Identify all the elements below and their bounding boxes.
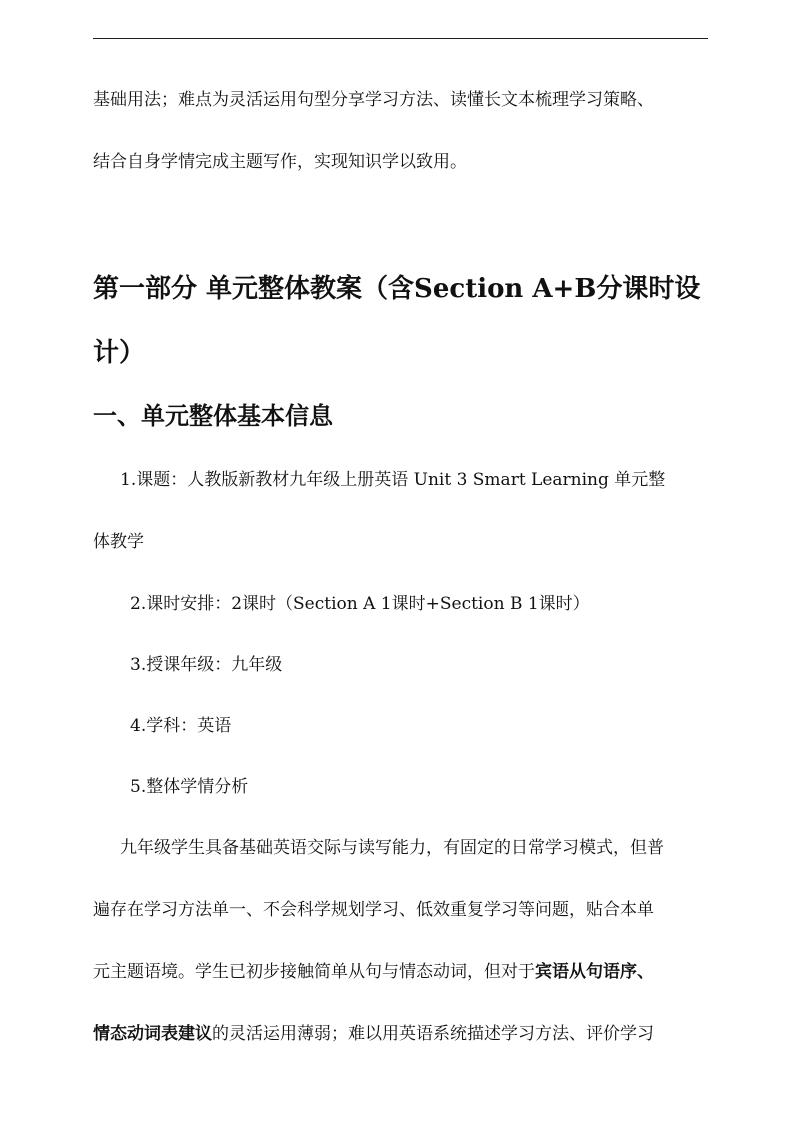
item-grade: 3.授课年级：九年级 xyxy=(130,655,283,675)
analysis-line-2: 遍存在学习方法单一、不会科学规划学习、低效重复学习等问题，贴合本单 xyxy=(93,900,654,920)
analysis-line-4-emphasis: 情态动词表建议 xyxy=(93,1024,212,1044)
item-topic-line-1: 1.课题：人教版新教材九年级上册英语 Unit 3 Smart Learning 单元整 xyxy=(120,470,666,490)
item-subject: 4.学科：英语 xyxy=(130,716,232,736)
section-heading: 一、单元整体基本信息 xyxy=(93,401,333,430)
analysis-line-3-plain: 元主题语境。学生已初步接触简单从句与情态动词，但对于 xyxy=(93,962,535,982)
continuation-line-1: 基础用法；难点为灵活运用句型分享学习方法、读懂长文本梳理学习策略、 xyxy=(93,90,654,110)
analysis-line-3 xyxy=(93,960,654,984)
analysis-line-4-plain: 的灵活运用薄弱；难以用英语系统描述学习方法、评价学习 xyxy=(212,1024,654,1044)
part-heading-line-1: 第一部分 单元整体教案（含Section A+B分课时设 xyxy=(93,274,701,304)
analysis-line-3-emphasis: 宾语从句语序、 xyxy=(535,962,654,982)
continuation-line-2: 结合自身学情完成主题写作，实现知识学以致用。 xyxy=(93,152,467,172)
header-rule xyxy=(93,38,708,39)
item-analysis-label: 5.整体学情分析 xyxy=(130,777,249,797)
analysis-line-1: 九年级学生具备基础英语交际与读写能力，有固定的日常学习模式，但普 xyxy=(120,838,664,858)
part-heading-line-2: 计） xyxy=(93,338,146,368)
item-schedule: 2.课时安排：2课时（Section A 1课时+Section B 1课时） xyxy=(130,594,590,614)
item-topic-line-2: 体教学 xyxy=(93,532,144,552)
analysis-line-4 xyxy=(93,1022,654,1046)
